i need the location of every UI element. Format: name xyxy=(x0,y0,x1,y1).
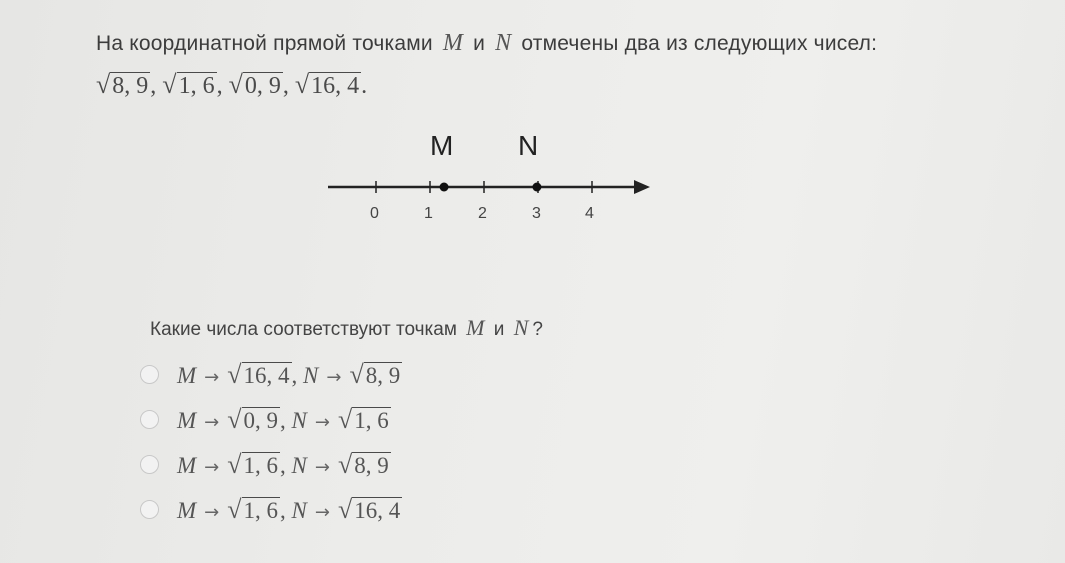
point-n-symbol: N xyxy=(495,30,512,56)
tick-label-4: 4 xyxy=(585,205,594,222)
option-3[interactable]: M → √1, 6, N → √8, 9 xyxy=(140,442,402,487)
q2-point-m: M xyxy=(466,315,485,340)
radio-button[interactable] xyxy=(140,410,159,429)
option-4[interactable]: M → √1, 6, N → √16, 4 xyxy=(140,487,402,532)
sqrt-number-2: √1, 6 xyxy=(162,70,215,99)
radio-button[interactable] xyxy=(140,455,159,474)
question-2 xyxy=(150,315,543,341)
question-conj: и xyxy=(473,32,486,55)
point-m-symbol: M xyxy=(442,30,464,56)
question2-text: Какие числа соответствуют точкам xyxy=(150,319,457,340)
tick-label-1: 1 xyxy=(424,205,433,222)
tick-label-0: 0 xyxy=(370,205,379,222)
radio-button[interactable] xyxy=(140,365,159,384)
question-text xyxy=(96,30,877,57)
number-line-figure xyxy=(320,125,660,235)
option-1[interactable]: M → √16, 4, N → √8, 9 xyxy=(140,352,402,397)
answer-options xyxy=(140,352,402,532)
sqrt-number-1: √8, 9 xyxy=(96,70,149,99)
q2-conj: и xyxy=(493,319,505,340)
sqrt-number-3: √0, 9 xyxy=(228,70,281,99)
point-m-dot xyxy=(440,183,449,192)
label-n: N xyxy=(518,130,539,161)
tick-label-3: 3 xyxy=(532,205,541,222)
q2-end: ? xyxy=(532,319,543,340)
label-m: M xyxy=(430,130,454,161)
q2-point-n: N xyxy=(513,315,529,340)
candidate-numbers: √8, 9, √1, 6, √0, 9, √16, 4. xyxy=(96,70,368,99)
tick-label-2: 2 xyxy=(478,205,487,222)
point-n-dot xyxy=(532,183,541,192)
question-text-before: На координатной прямой точками xyxy=(96,32,433,55)
sqrt-number-4: √16, 4 xyxy=(294,70,360,99)
number-line-svg xyxy=(320,155,660,235)
option-2[interactable]: M → √0, 9, N → √1, 6 xyxy=(140,397,402,442)
question-text-after: отмечены два из следующих чисел: xyxy=(521,32,878,55)
axis-arrow xyxy=(634,180,650,194)
radio-button[interactable] xyxy=(140,500,159,519)
